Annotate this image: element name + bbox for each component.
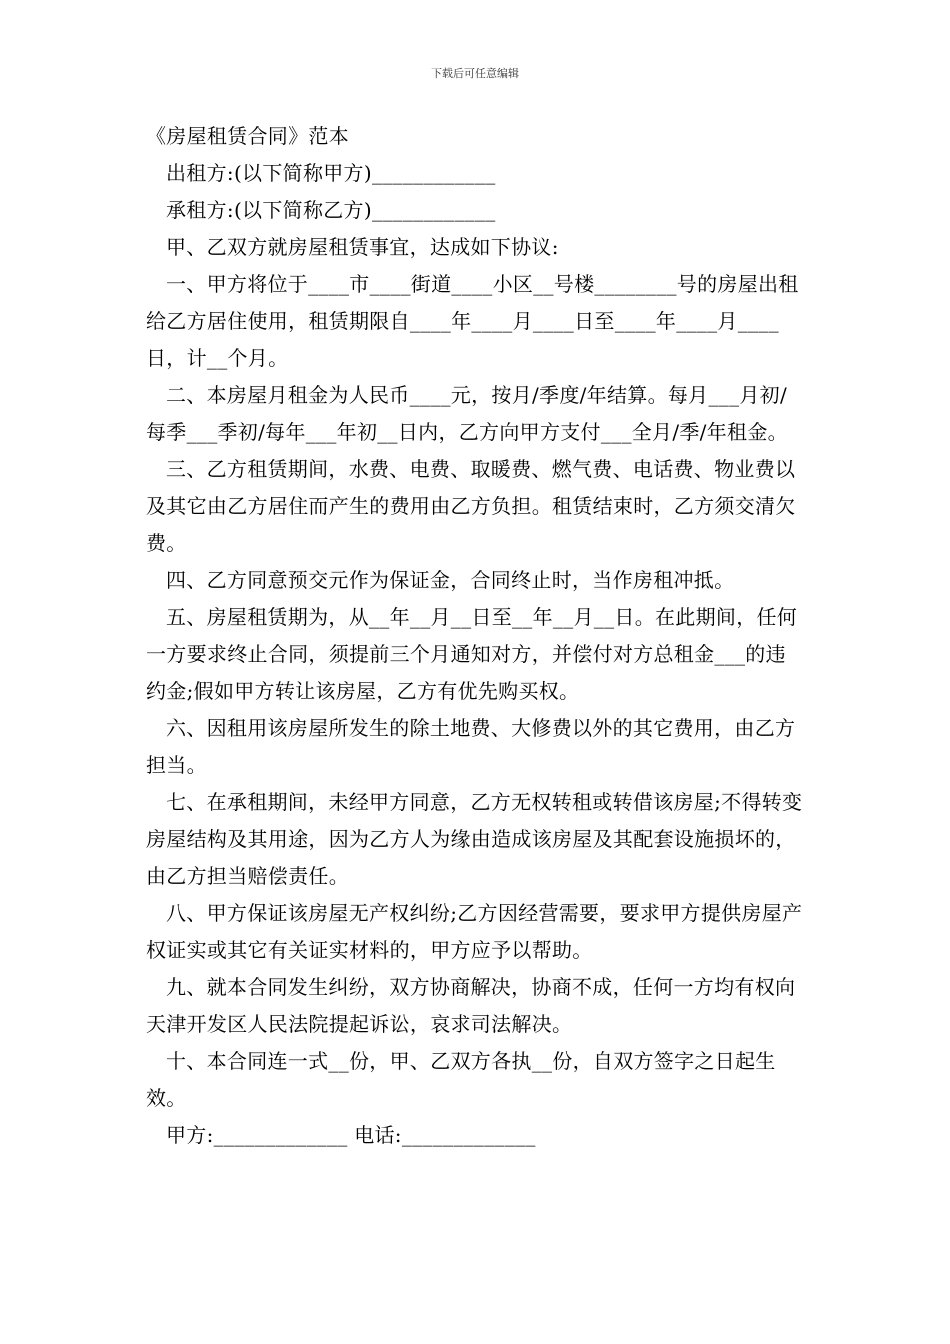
clause-2: 二、本房屋月租金为人民币____元，按月/季度/年结算。每月___月初/每季___季初/每年___年初__日内，乙方向甲方支付___全月/季/年租金。 xyxy=(146,383,788,444)
clause-6: 六、因租用该房屋所发生的除土地费、大修费以外的其它费用，由乙方担当。 xyxy=(146,716,796,777)
clause-1: 一、甲方将位于____市____街道____小区__号楼________号的房屋出租给乙方居住使用，租赁期限自____年____月____日至____年____月____日，计__个月。 xyxy=(146,272,799,370)
clause-3: 三、乙方租赁期间，水费、电费、取暖费、燃气费、电话费、物业费以及其它由乙方居住而产生的费用由乙方负担。租赁结束时，乙方须交清欠费。 xyxy=(146,457,796,555)
clause-5: 五、房屋租赁期为，从__年__月__日至__年__月__日。在此期间，任何一方要求终止合同，须提前三个月通知对方，并偿付对方总租金___的违约金;假如甲方转让该房屋，乙方有优先购买权。 xyxy=(146,605,798,703)
lessor-line: 出租方:(以下简称甲方)____________ xyxy=(166,161,496,185)
document-title: 《房屋租赁合同》范本 xyxy=(146,124,349,148)
clause-8: 八、甲方保证该房屋无产权纠纷;乙方因经营需要，要求甲方提供房屋产权证实或其它有关证实材料的，甲方应予以帮助。 xyxy=(146,901,803,962)
lessee-line: 承租方:(以下简称乙方)____________ xyxy=(166,198,496,222)
contract-document xyxy=(146,118,806,1154)
clause-9: 九、就本合同发生纠纷，双方协商解决，协商不成，任何一方均有权向天津开发区人民法院提起诉讼，哀求司法解决。 xyxy=(146,975,796,1036)
header-note: 下载后可任意编辑 xyxy=(431,67,519,80)
signature-line: 甲方:_____________ 电话:_____________ xyxy=(166,1123,536,1147)
clause-7: 七、在承租期间，未经甲方同意，乙方无权转租或转借该房屋;不得转变房屋结构及其用途，因为乙方人为缘由造成该房屋及其配套设施损坏的，由乙方担当赔偿责任。 xyxy=(146,790,803,888)
clause-10: 十、本合同连一式__份，甲、乙双方各执__份，自双方签字之日起生效。 xyxy=(146,1049,776,1110)
intro-line: 甲、乙双方就房屋租赁事宜，达成如下协议: xyxy=(166,235,559,259)
clause-4: 四、乙方同意预交元作为保证金，合同终止时，当作房租冲抵。 xyxy=(166,568,735,592)
